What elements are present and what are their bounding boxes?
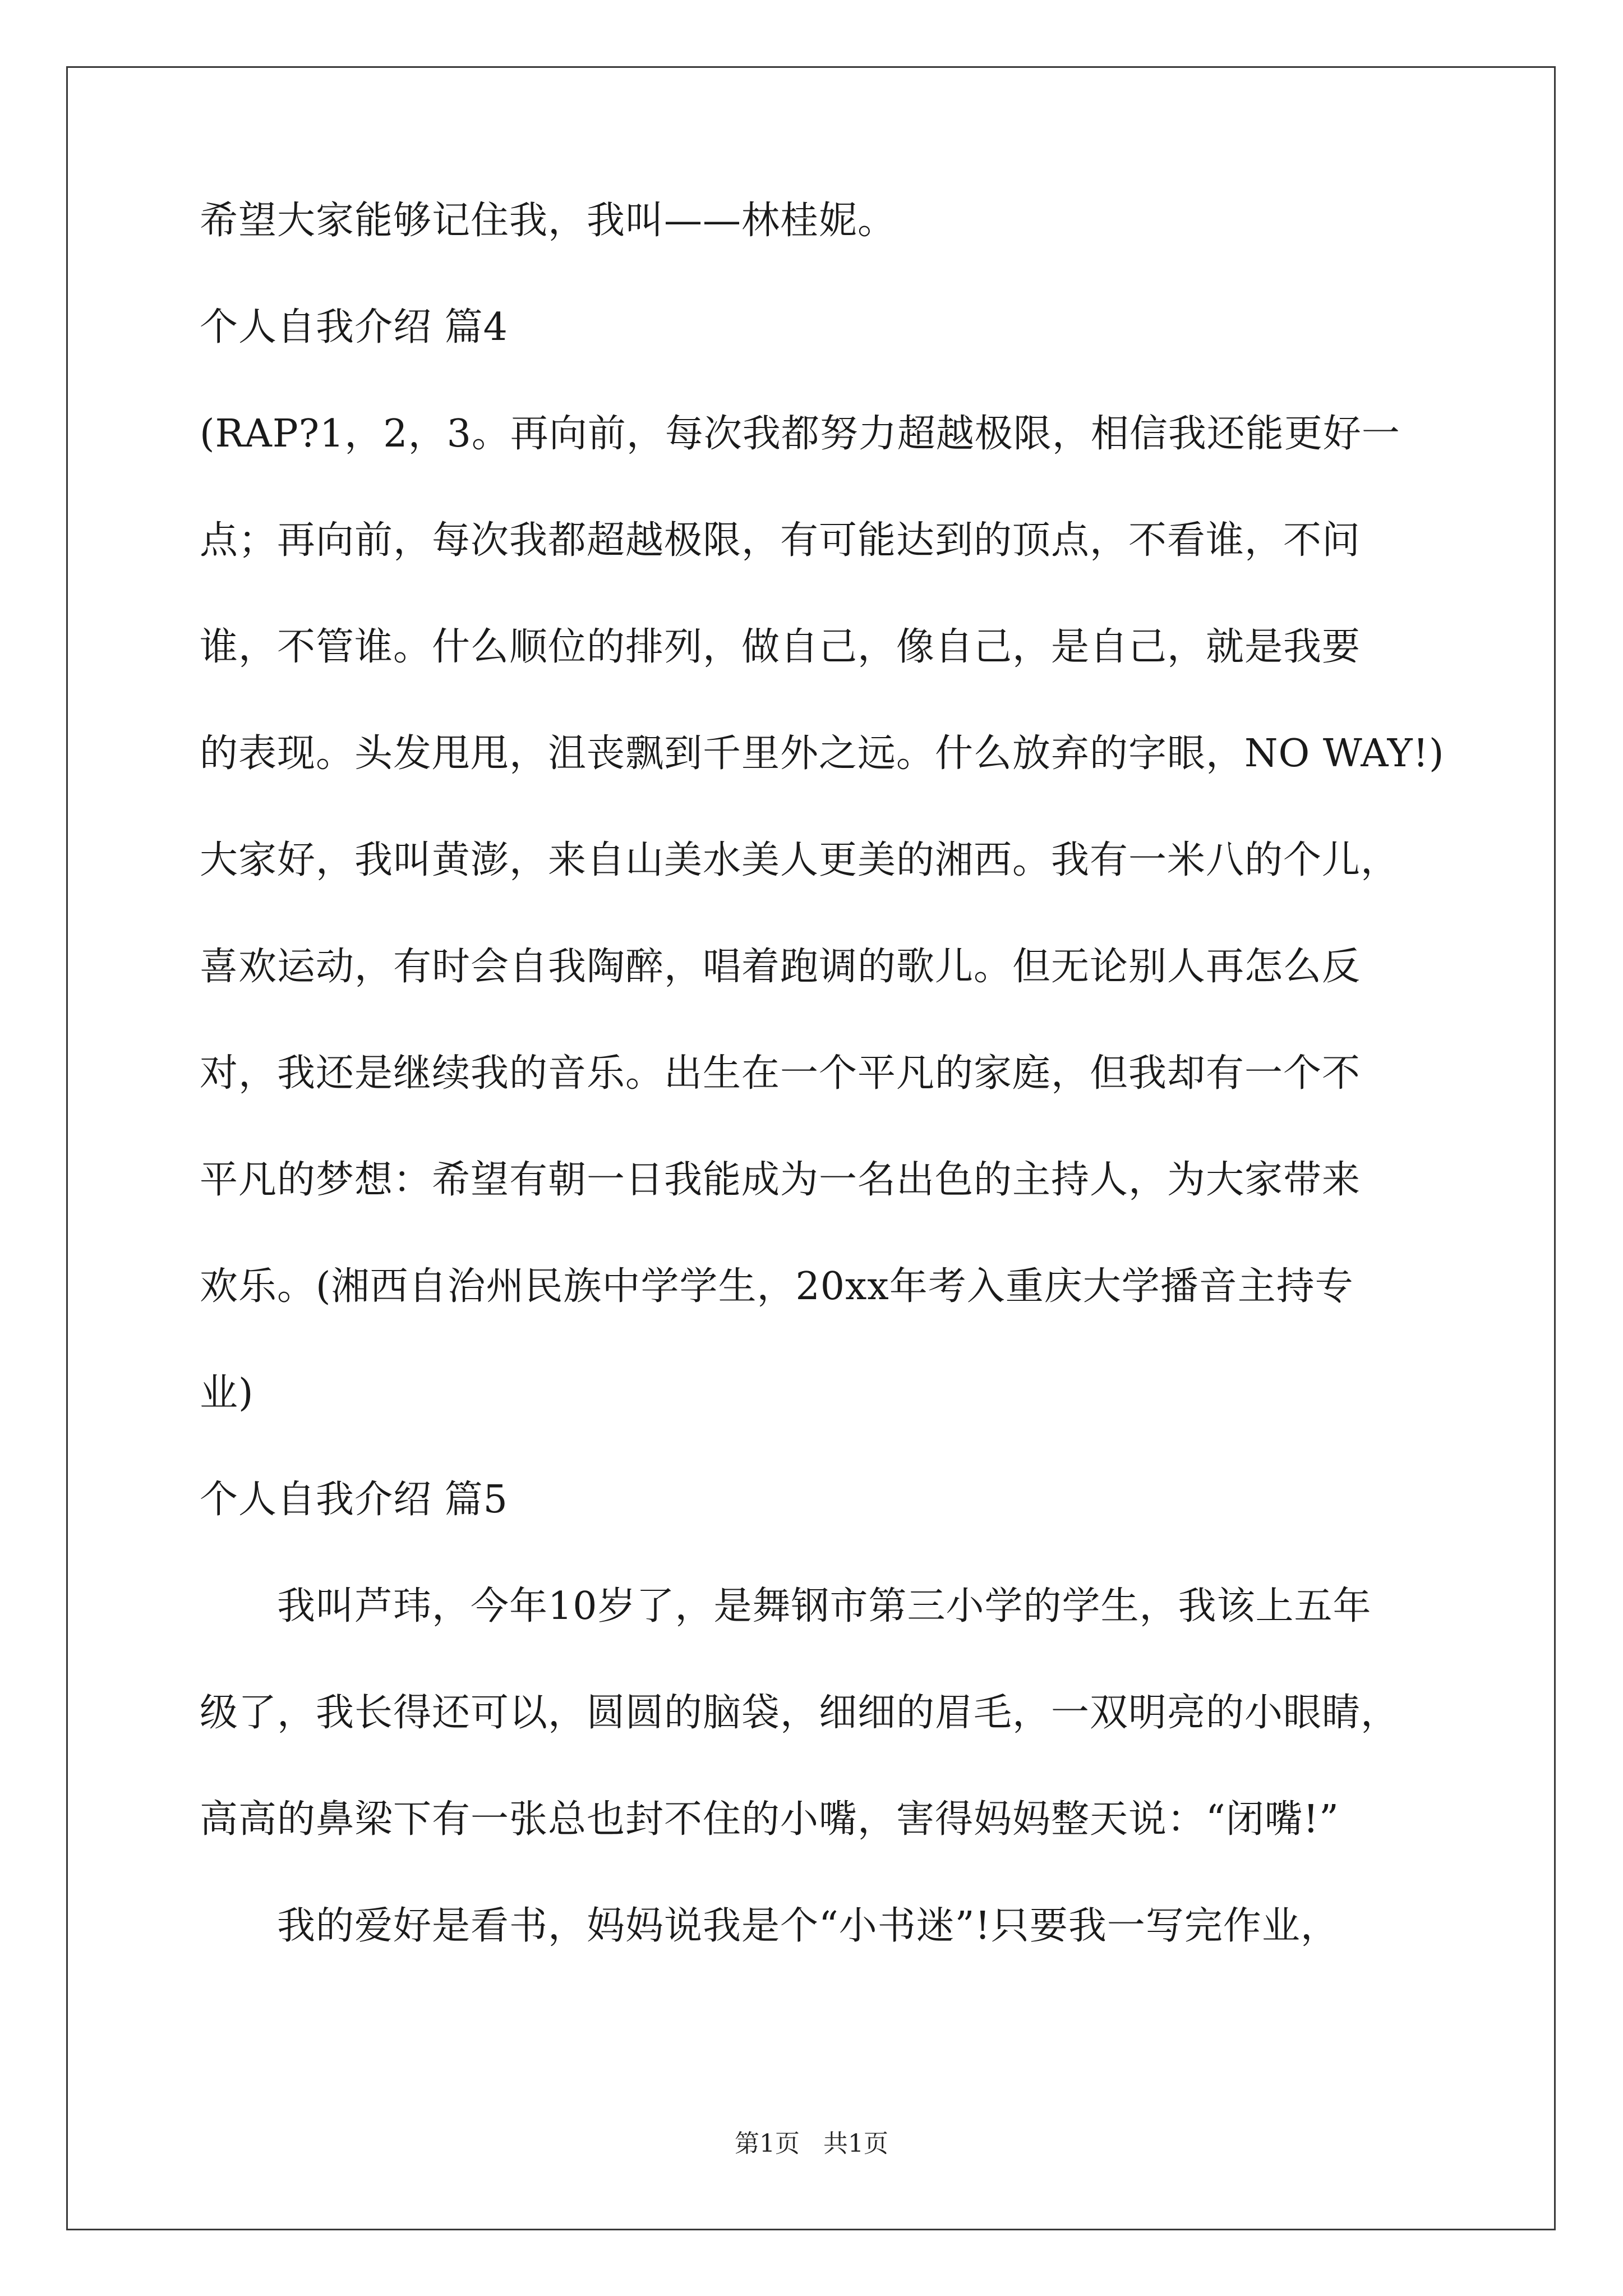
paragraph-line: 级了，我长得还可以，圆圆的脑袋，细细的眉毛，一双明亮的小眼睛， xyxy=(200,1691,1400,1735)
document-body xyxy=(200,199,1445,2014)
paragraph-line: 欢乐。(湘西自治州民族中学学生，20xx年考入重庆大学播音主持专 xyxy=(200,1264,1354,1309)
paragraph-line: (RAP?1，2，3。再向前，每次我都努力超越极限，相信我还能更好一 xyxy=(200,412,1400,456)
paragraph-line: 对，我还是继续我的音乐。出生在一个平凡的家庭，但我却有一个不 xyxy=(200,1051,1361,1096)
paragraph-line: 我叫芦玮，今年10岁了，是舞钢市第三小学的学生，我该上五年 xyxy=(277,1584,1372,1628)
section-heading-5: 个人自我介绍 篇5 xyxy=(200,1478,508,1522)
paragraph-line: 高高的鼻梁下有一张总也封不住的小嘴，害得妈妈整天说：“闭嘴!” xyxy=(200,1797,1339,1842)
paragraph-line: 我的爱好是看书，妈妈说我是个“小书迷”!只要我一写完作业， xyxy=(277,1904,1339,1948)
paragraph-line: 谁，不管谁。什么顺位的排列，做自己，像自己，是自己，就是我要 xyxy=(200,625,1361,669)
paragraph-line: 点；再向前，每次我都超越极限，有可能达到的顶点，不看谁，不问 xyxy=(200,518,1361,563)
paragraph-line: 的表现。头发甩甩，沮丧飘到千里外之远。什么放弃的字眼，NO WAY!) xyxy=(200,731,1445,776)
paragraph-line: 平凡的梦想：希望有朝一日我能成为一名出色的主持人，为大家带来 xyxy=(200,1158,1361,1202)
page-total: 共1页 xyxy=(823,2129,888,2158)
page-footer xyxy=(0,2129,1623,2158)
paragraph-line: 喜欢运动，有时会自我陶醉，唱着跑调的歌儿。但无论别人再怎么反 xyxy=(200,945,1361,989)
section-heading-4: 个人自我介绍 篇4 xyxy=(200,305,508,349)
paragraph-line: 大家好，我叫黄澎，来自山美水美人更美的湘西。我有一米八的个儿， xyxy=(200,838,1400,882)
paragraph-line: 希望大家能够记住我，我叫——林桂妮。 xyxy=(200,199,897,243)
page-number: 第1页 xyxy=(735,2129,800,2158)
paragraph-line: 业) xyxy=(200,1371,254,1415)
